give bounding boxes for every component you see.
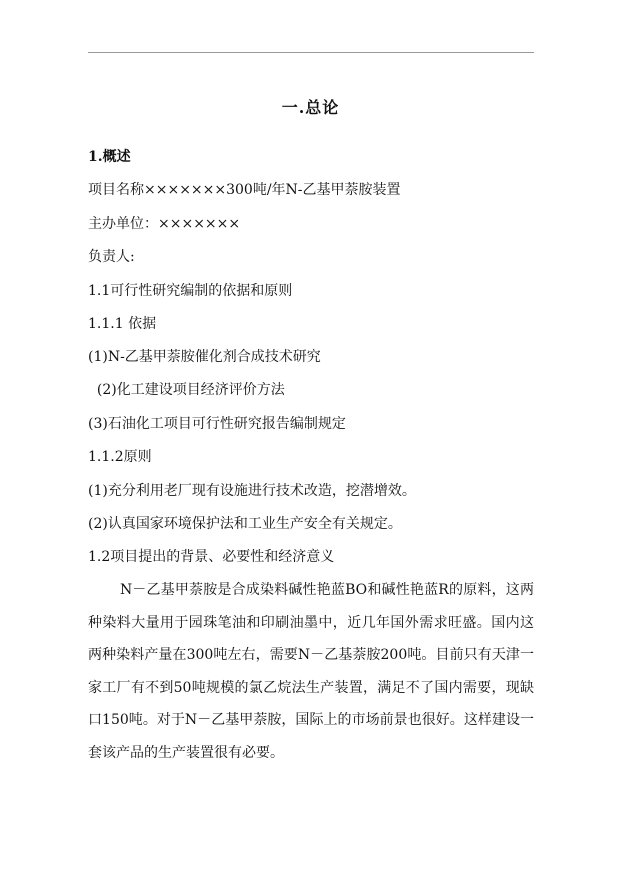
basis-item: (1)N-乙基甲萘胺催化剂合成技术研究 (88, 349, 321, 365)
section-heading-background: 1.2项目提出的背景、必要性和经济意义 (88, 549, 335, 565)
background-paragraph: N－乙基甲萘胺是合成染料碱性艳蓝BO和碱性艳蓝R的原料，这两种染料大量用于园珠笔油和印刷油墨中，近几年国外需求旺盛。国内这两种染料产量在300吨左右，需要N－乙基萘胺200吨。目前只有天津一家工厂有不到50吨规模的氯乙烷法生产装置，满足不了国内需要，现缺口150吨。对于N－乙基甲萘胺，国际上的市场前景也很好。这样建设一套该产品的生产装置很有必要。 (88, 582, 534, 761)
section-heading-basis-principles: 1.1可行性研究编制的依据和原则 (88, 283, 293, 299)
section-heading-basis: 1.1.1 依据 (88, 316, 157, 332)
principle-item: (1)充分利用老厂现有设施进行技术改造，挖潜增效。 (88, 483, 416, 499)
section-heading-principles: 1.1.2原则 (88, 449, 152, 465)
page-title: 一.总论 (281, 98, 340, 117)
responsible-line: 负责人: (88, 249, 135, 265)
header-rule (88, 52, 534, 53)
basis-item: (2)化工建设项目经济评价方法 (88, 382, 285, 398)
section-heading-overview: 1.概述 (88, 149, 131, 165)
basis-item: (3)石油化工项目可行性研究报告编制规定 (88, 416, 346, 432)
principle-item: (2)认真国家环境保护法和工业生产安全有关规定。 (88, 516, 402, 532)
project-name-line: 项目名称×××××××300吨/年N-乙基甲萘胺装置 (88, 182, 401, 198)
organizer-line: 主办单位：××××××× (88, 216, 241, 232)
